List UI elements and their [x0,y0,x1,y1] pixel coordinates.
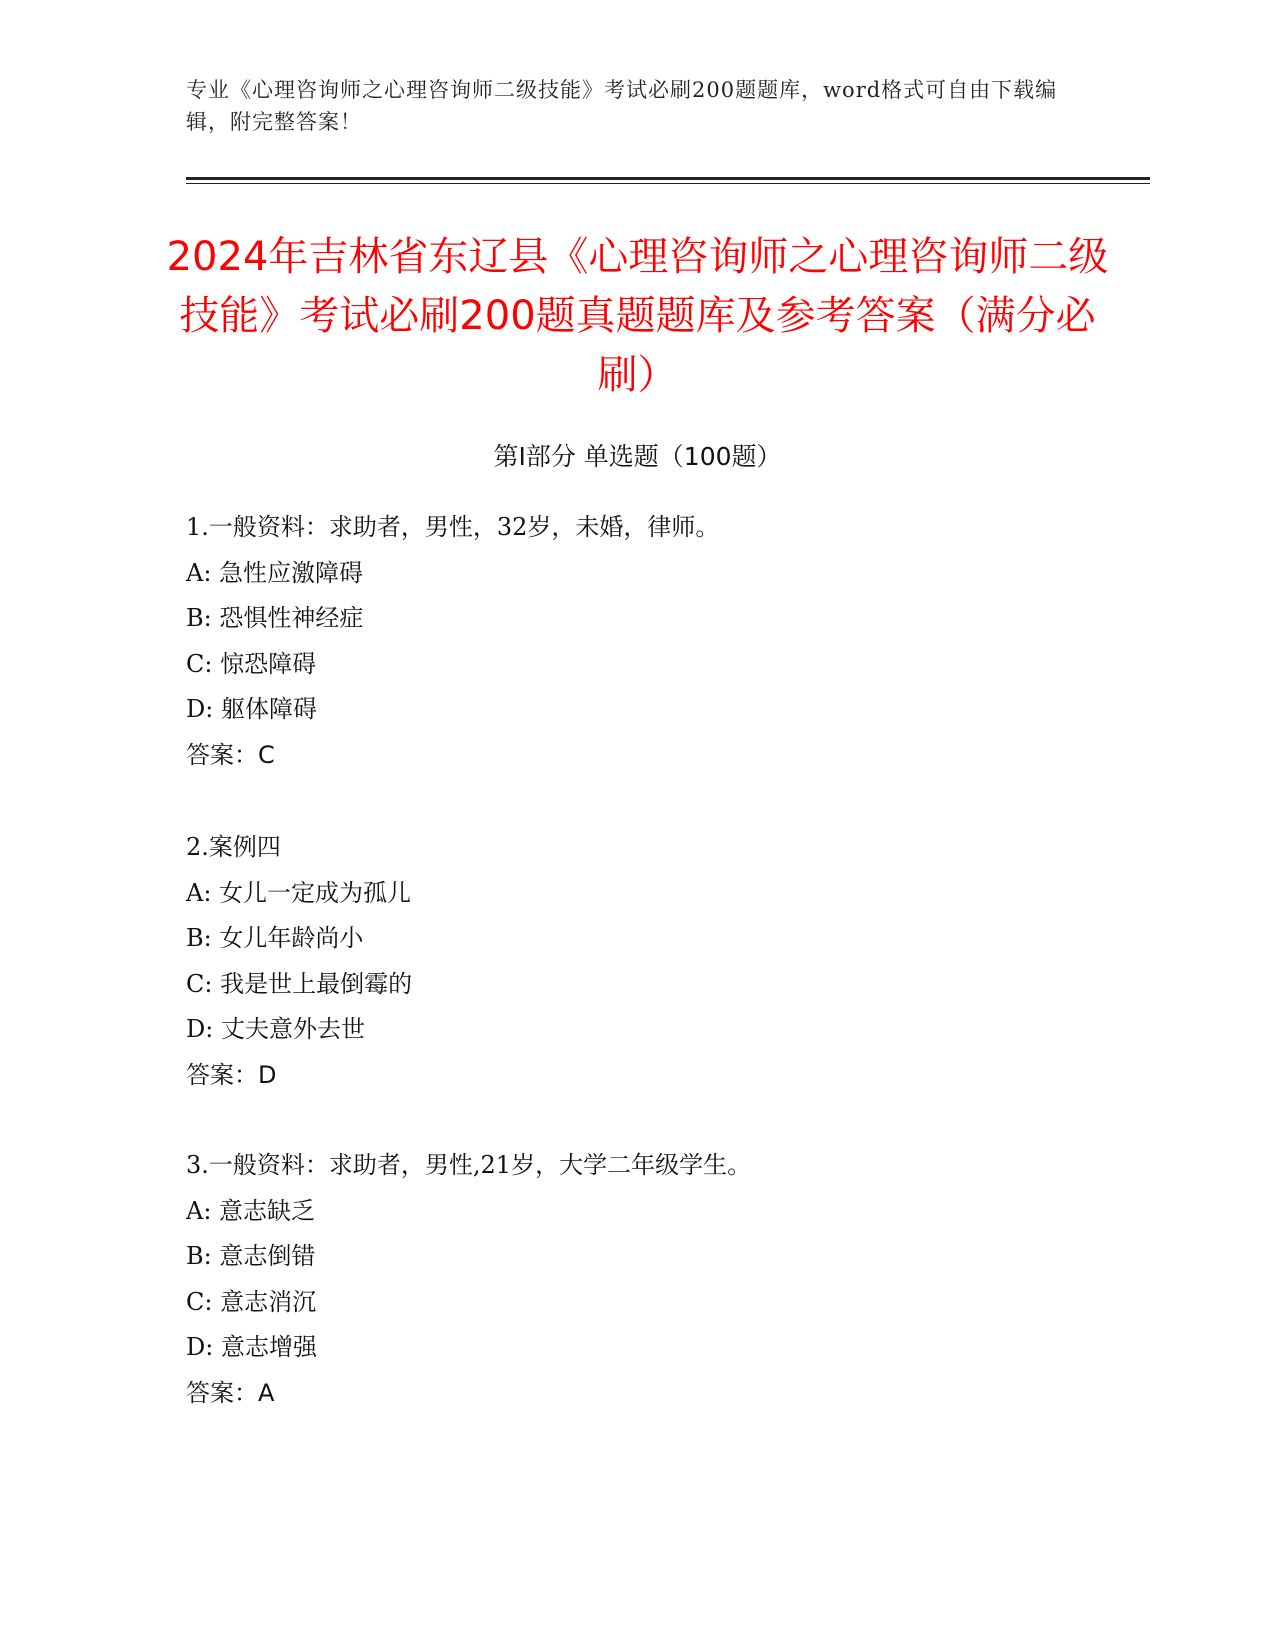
answer: 答案：A [186,1378,275,1407]
document-title: 2024年吉林省东辽县《心理咨询师之心理咨询师二级技能》考试必刷200题真题题库及参考答案（满分必刷） [166,234,1109,398]
option-b: B: 意志倒错 [186,1242,316,1270]
header-rule-thick [186,177,1150,180]
header-note: 专业《心理咨询师之心理咨询师二级技能》考试必刷200题题库，word格式可自由下载编辑，附完整答案！ [186,78,1058,134]
answer: 答案：D [186,1060,277,1089]
question-2 [186,825,1086,1098]
question-stem: 3.一般资料：求助者，男性,21岁，大学二年级学生。 [186,1151,752,1179]
option-d: D: 躯体障碍 [186,695,317,723]
question-1 [186,505,1086,778]
option-c: C: 惊恐障碍 [186,649,317,678]
option-a: A: 意志缺乏 [186,1196,316,1225]
option-c: C: 意志消沉 [186,1287,317,1316]
option-a: A: 女儿一定成为孤儿 [186,878,412,907]
option-c: C: 我是世上最倒霉的 [186,969,413,998]
option-d: D: 意志增强 [186,1333,317,1361]
section-heading: 第I部分 单选题（100题） [493,442,782,471]
option-b: B: 女儿年龄尚小 [186,924,364,952]
option-b: B: 恐惧性神经症 [186,604,364,632]
question-stem: 1.一般资料：求助者，男性，32岁，未婚，律师。 [186,513,720,541]
option-a: A: 急性应激障碍 [186,558,364,587]
answer: 答案：C [186,740,275,769]
option-d: D: 丈夫意外去世 [186,1015,365,1043]
question-3 [186,1143,1086,1416]
header-rule-thin [186,183,1150,184]
question-stem: 2.案例四 [186,833,281,861]
